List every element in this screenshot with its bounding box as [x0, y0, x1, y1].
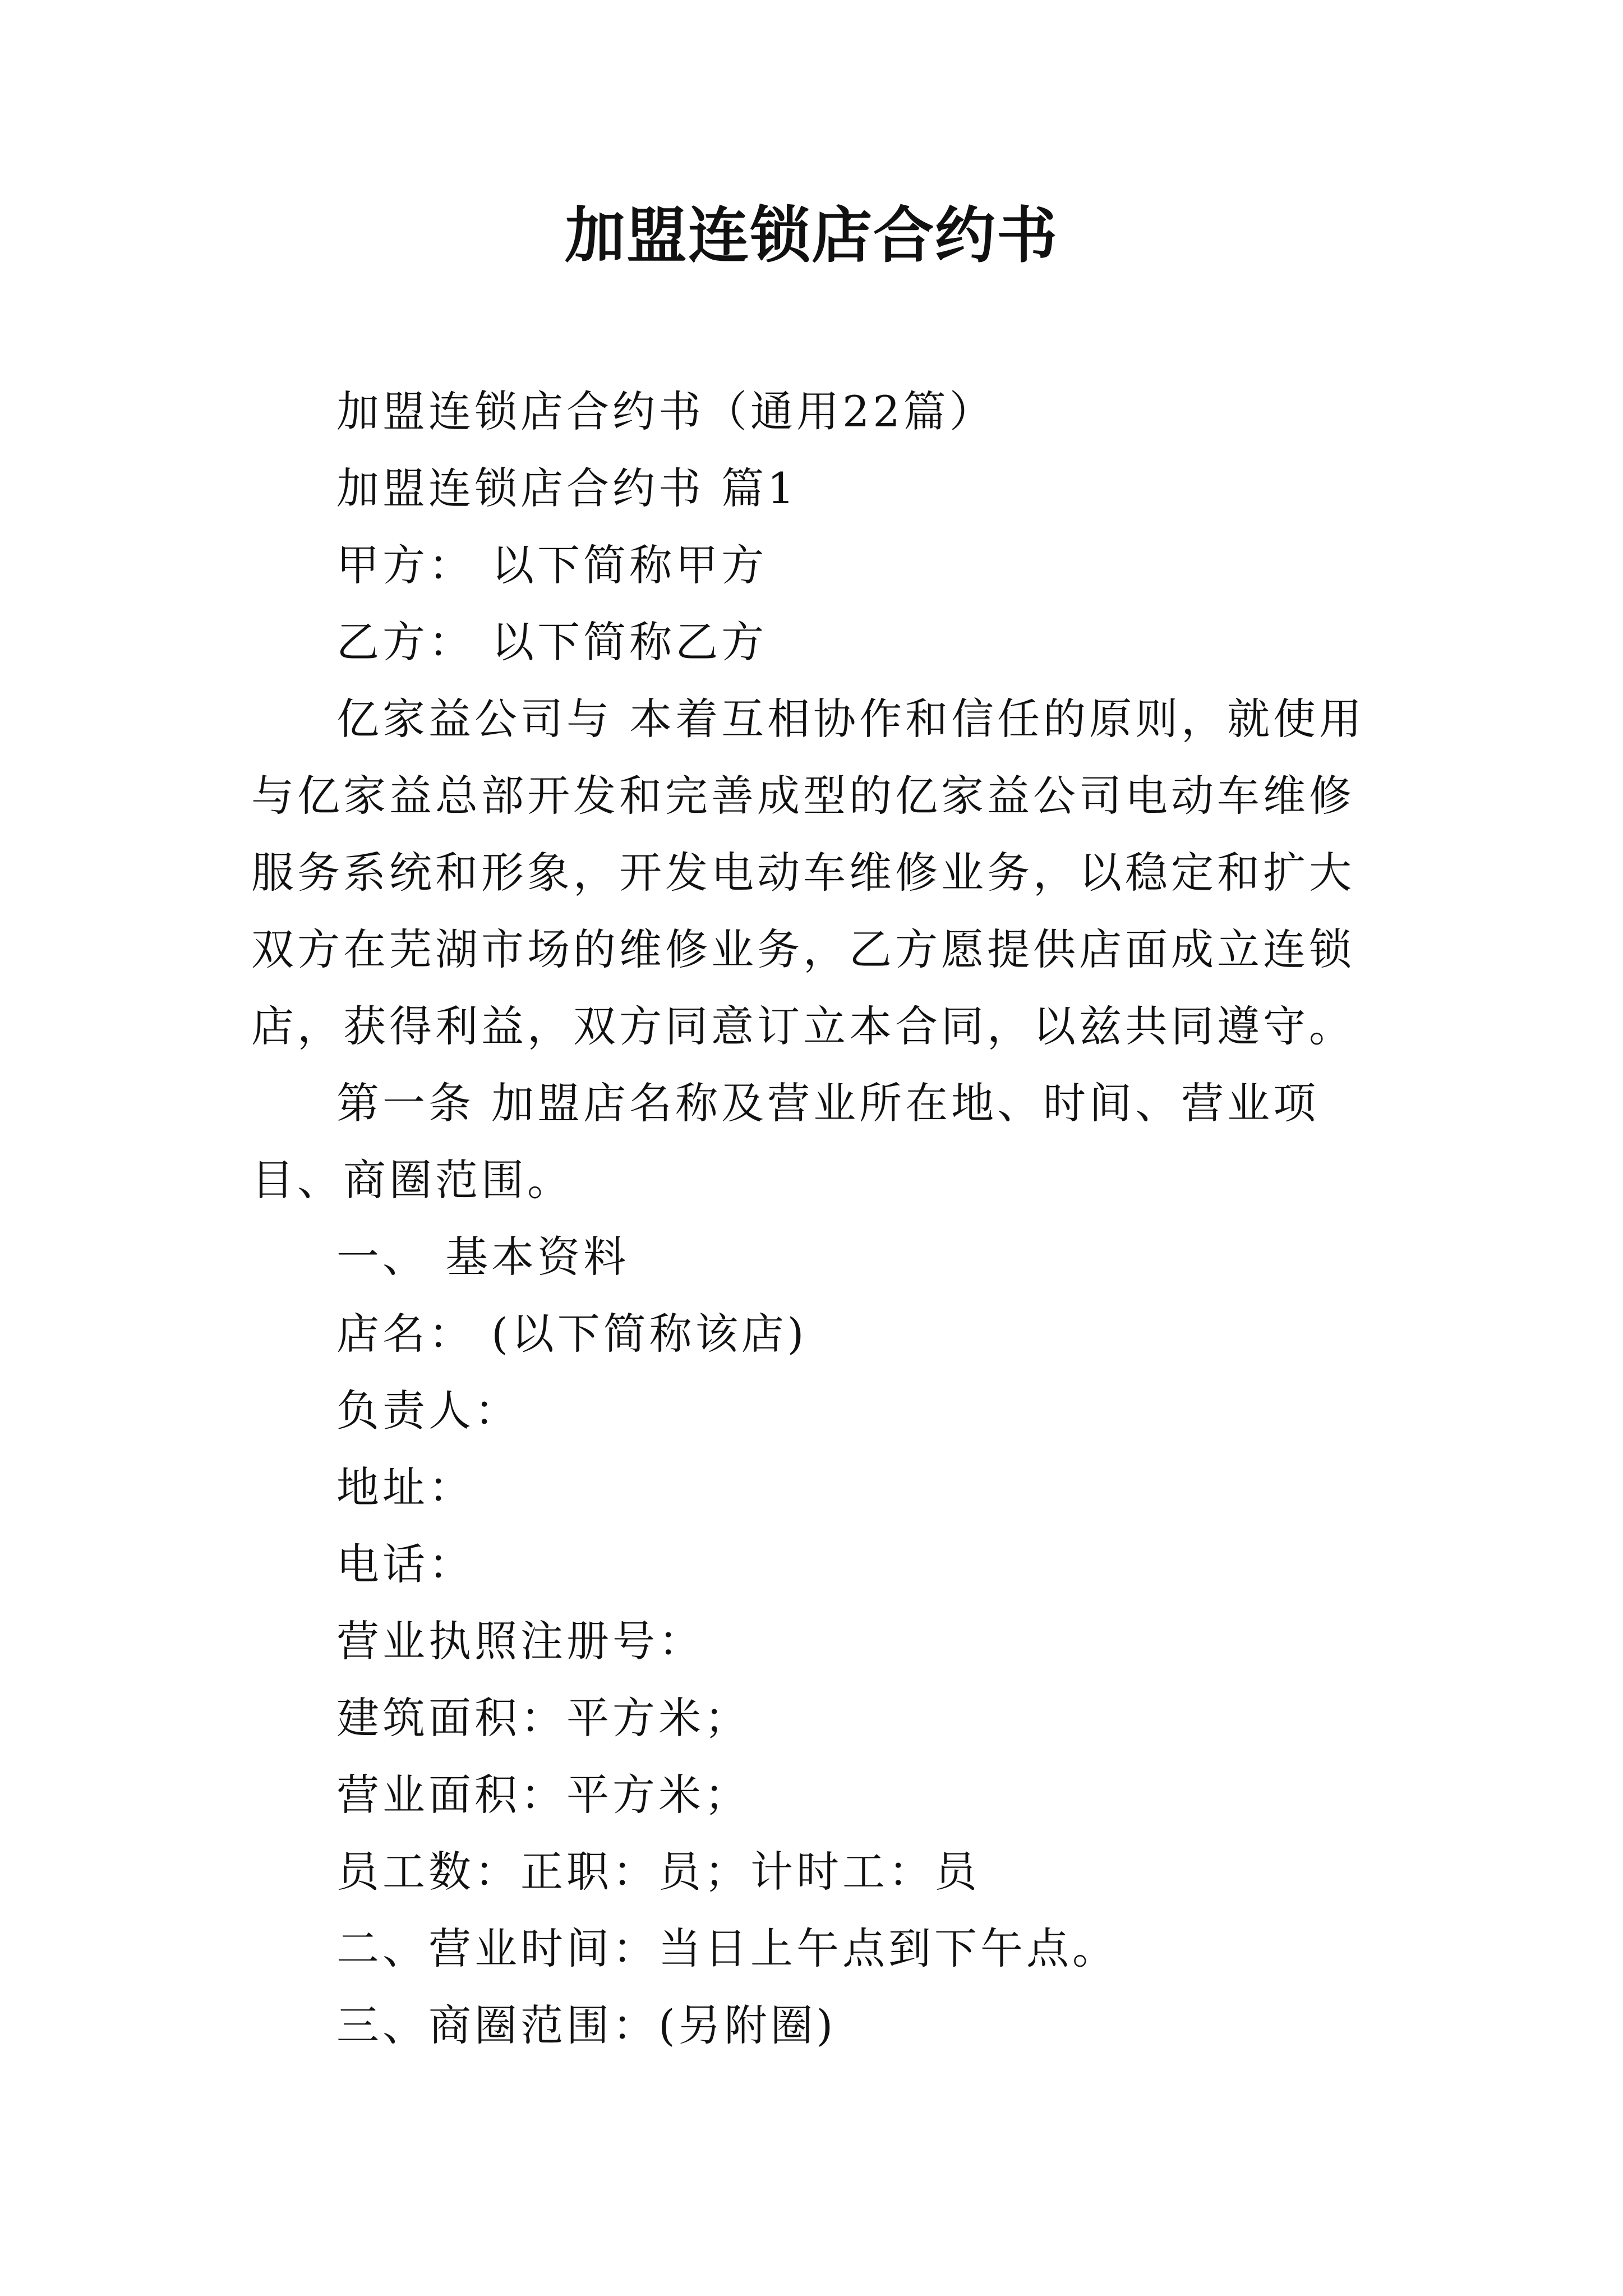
- field-shop-name: 店名： (以下简称该店): [336, 1309, 808, 1359]
- field-manager: 负责人：: [336, 1386, 520, 1435]
- field-phone: 电话：: [336, 1539, 474, 1589]
- field-building-area: 建筑面积：平方米；: [336, 1693, 750, 1743]
- paragraph-section-title: 加盟连锁店合约书 篇1: [336, 463, 798, 513]
- field-license-number: 营业执照注册号：: [336, 1616, 704, 1666]
- field-business-area: 营业面积：平方米；: [336, 1770, 750, 1820]
- paragraph-preamble: 亿家益公司与 本着互相协作和信任的原则，就使用与亿家益总部开发和完善成型的亿家益公司电动车维修服务系统和形象，开发电动车维修业务，以稳定和扩大双方在芜湖市场的维修业务，乙方愿提供店面成立连锁店，获得利益，双方同意订立本合同，以兹共同遵守。: [251, 694, 1366, 1051]
- document-title: 加盟连锁店合约书: [564, 200, 1058, 271]
- paragraph-business-hours: 二、营业时间：当日上午点到下午点。: [336, 1924, 1118, 1973]
- paragraph-basic-info: 一、 基本资料: [336, 1232, 630, 1282]
- paragraph-article-1: 第一条 加盟店名称及营业所在地、时间、营业项目、商圈范围。: [251, 1078, 1320, 1205]
- paragraph-heading: 加盟连锁店合约书（通用22篇）: [336, 386, 995, 436]
- paragraph-trade-area: 三、商圈范围：(另附圈): [336, 2000, 837, 2050]
- field-address: 地址：: [336, 1462, 474, 1512]
- field-staff-count: 员工数：正职：员；计时工：员: [336, 1847, 980, 1897]
- document-body: [251, 373, 1390, 2064]
- paragraph-party-a: 甲方： 以下简称甲方: [336, 540, 768, 590]
- paragraph-party-b: 乙方： 以下简称乙方: [336, 617, 768, 667]
